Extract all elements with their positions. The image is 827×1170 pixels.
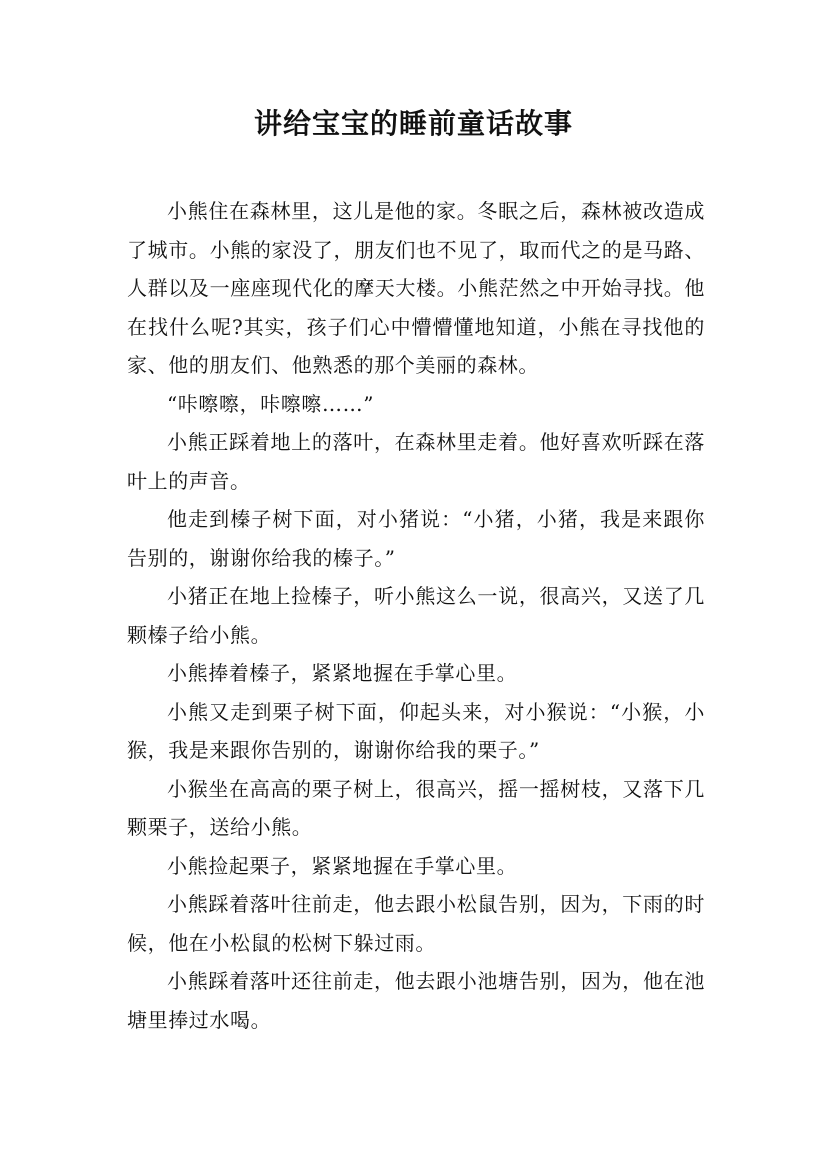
paragraph: 小熊踩着落叶往前走，他去跟小松鼠告别，因为，下雨的时候，他在小松鼠的松树下躲过雨。 <box>127 892 705 955</box>
paragraph: 小猴坐在高高的栗子树上，很高兴，摇一摇树枝，又落下几颗栗子，送给小熊。 <box>127 776 705 839</box>
paragraph: 小熊踩着落叶还往前走，他去跟小池塘告别，因为，他在池塘里捧过水喝。 <box>127 969 705 1032</box>
paragraph: 他走到榛子树下面，对小猪说：“小猪，小猪，我是来跟你告别的，谢谢你给我的榛子。” <box>127 507 705 570</box>
story-body <box>127 192 705 1039</box>
paragraph: 小熊住在森林里，这儿是他的家。冬眠之后，森林被改造成了城市。小熊的家没了，朋友们也不见了，取而代之的是马路、人群以及一座座现代化的摩天大楼。小熊茫然之中开始寻找。他在找什么呢?其实，孩子们心中懵懵懂地知道，小熊在寻找他的家、他的朋友们、他熟悉的那个美丽的森林。 <box>127 199 705 377</box>
paragraph: 小熊正踩着地上的落叶，在森林里走着。他好喜欢听踩在落叶上的声音。 <box>127 430 705 493</box>
paragraph: 小熊捧着榛子，紧紧地握在手掌心里。 <box>167 661 518 685</box>
paragraph: 小猪正在地上捡榛子，听小熊这么一说，很高兴，又送了几颗榛子给小熊。 <box>127 584 705 647</box>
document-title: 讲给宝宝的睡前童话故事 <box>253 107 573 140</box>
paragraph: “咔嚓嚓，咔嚓嚓……” <box>167 391 375 416</box>
paragraph: 小熊又走到栗子树下面，仰起头来，对小猴说：“小猴，小猴，我是来跟你告别的，谢谢你给我的栗子。” <box>127 699 705 762</box>
paragraph: 小熊捡起栗子，紧紧地握在手掌心里。 <box>167 853 518 878</box>
